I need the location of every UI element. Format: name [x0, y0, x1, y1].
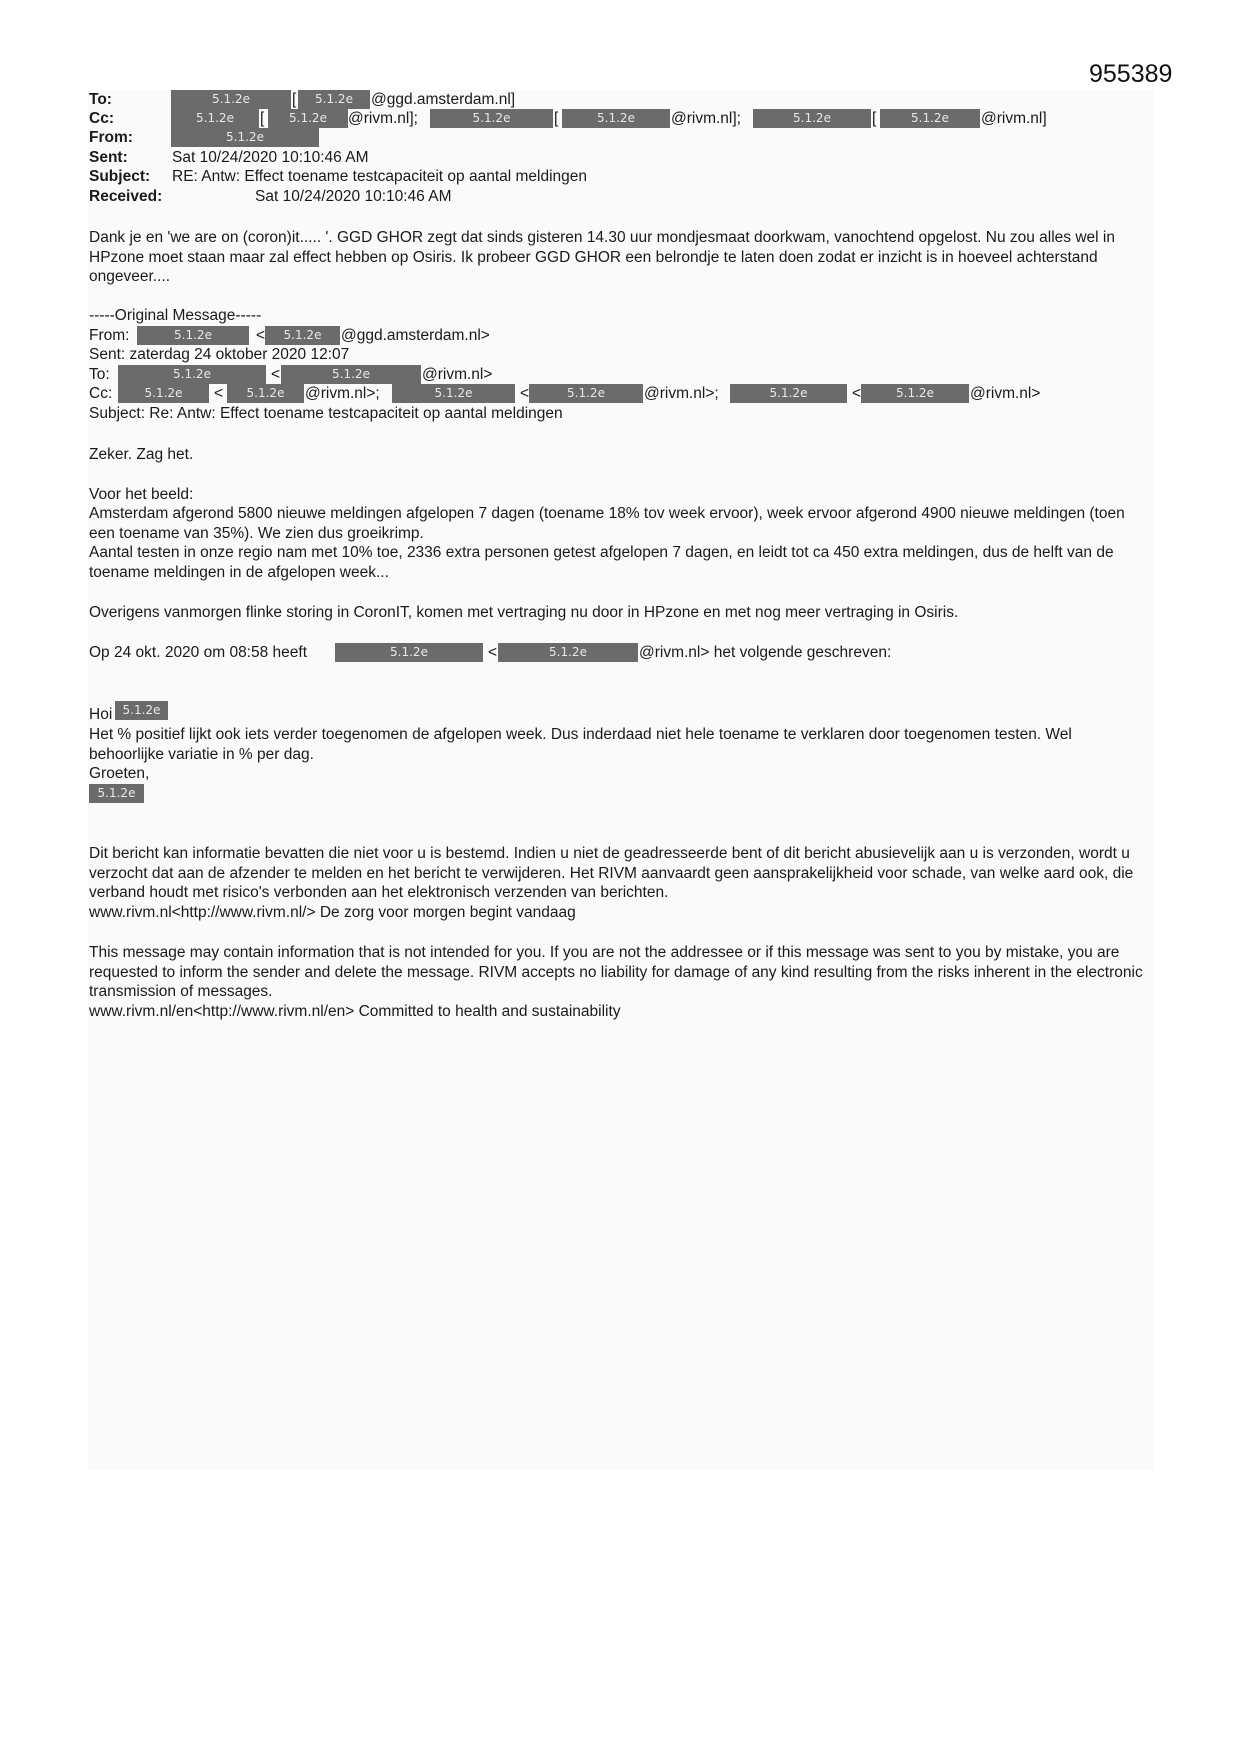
redaction-box: 5.1.2e — [118, 384, 209, 403]
reply-body: Dank je en 'we are on (coron)it..... '. GGD GHOR zegt dat sinds gisteren 14.30 uur mondjesmaat doorkwam, vanochtend opgelost. Nu zou alles wel in HPzone moet staan maar zal effect hebben op Osiris. Ik probeer GGD GHOR een belrondje te laten doen zodat er inzicht is in hoeveel achterstand ongeveer.... — [89, 229, 1115, 285]
sent-value: Sat 10/24/2020 10:10:46 AM — [172, 149, 369, 166]
original-to-lt: < — [271, 366, 281, 383]
redaction-box: 5.1.2e — [529, 384, 643, 403]
to-domain: @ggd.amsterdam.nl] — [371, 91, 516, 108]
redaction-box: 5.1.2e — [392, 384, 515, 403]
redaction-box: 5.1.2e — [268, 109, 348, 128]
subject-value: RE: Antw: Effect toename testcapaciteit op aantal meldingen — [172, 168, 588, 185]
storing-paragraph: Overigens vanmorgen flinke storing in CoronIT, komen met vertraging nu door in HPzone en met nog meer vertraging in Osiris. — [89, 604, 959, 621]
original-cc-domain-1: @rivm.nl>; — [305, 385, 380, 402]
original-subject: Subject: Re: Antw: Effect toename testcapaciteit op aantal meldingen — [89, 405, 563, 422]
cc-bracket: [ — [872, 110, 877, 127]
document-number: 955389 — [1089, 60, 1173, 88]
received-label: Received: — [89, 188, 163, 205]
cc-domain-3: @rivm.nl] — [981, 110, 1047, 127]
cc-label: Cc: — [89, 110, 114, 127]
quoted-intro-a: Op 24 okt. 2020 om 08:58 heeft — [89, 644, 308, 661]
testen-paragraph: Aantal testen in onze regio nam met 10% toe, 2336 extra personen getest afgelopen 7 dagen, en leidt tot ca 450 extra meldingen, dus de helft van de toename meldingen in de afgelopen week... — [89, 544, 1114, 581]
cc-domain-2: @rivm.nl]; — [671, 110, 741, 127]
amsterdam-paragraph: Amsterdam afgerond 5800 nieuwe meldingen afgelopen 7 dagen (toename 18% tov week ervoor), week ervoor afgerond 4900 nieuwe meldingen (toen een toename van 35%). We zien dus groeikrimp. — [89, 505, 1125, 542]
original-from-lt: < — [256, 327, 266, 344]
quoted-intro-b: @rivm.nl> het volgende geschreven: — [639, 644, 892, 661]
cc-domain-1: @rivm.nl]; — [348, 110, 418, 127]
redaction-box: 5.1.2e — [171, 128, 319, 147]
original-to-label: To: — [89, 366, 110, 383]
redaction-box: 5.1.2e — [137, 326, 249, 345]
redaction-box: 5.1.2e — [118, 365, 266, 384]
hoi-line: Hoi — [89, 706, 113, 723]
original-cc-lt: < — [214, 385, 224, 402]
original-cc-label: Cc: — [89, 385, 113, 402]
redaction-box: 5.1.2e — [171, 90, 291, 109]
redaction-box: 5.1.2e — [171, 109, 259, 128]
original-cc-lt: < — [520, 385, 530, 402]
positief-paragraph: Het % positief lijkt ook iets verder toegenomen de afgelopen week. Dus inderdaad niet hele toename te verklaren door toegenomen testen. Wel behoorlijke variatie in % per dag. — [89, 726, 1072, 763]
redaction-box: 5.1.2e — [498, 643, 638, 662]
subject-label: Subject: — [89, 168, 151, 185]
redaction-box: 5.1.2e — [753, 109, 871, 128]
page-background — [88, 90, 1153, 1470]
voor-beeld-line: Voor het beeld: — [89, 486, 194, 503]
redaction-box: 5.1.2e — [861, 384, 969, 403]
sent-label: Sent: — [89, 149, 128, 166]
redaction-box: 5.1.2e — [89, 784, 144, 803]
redaction-box: 5.1.2e — [880, 109, 980, 128]
original-from-domain: @ggd.amsterdam.nl> — [341, 327, 490, 344]
redaction-box: 5.1.2e — [298, 90, 370, 109]
zeker-line: Zeker. Zag het. — [89, 446, 194, 463]
redaction-box: 5.1.2e — [430, 109, 553, 128]
original-cc-domain-2: @rivm.nl>; — [644, 385, 719, 402]
quoted-intro-lt: < — [488, 644, 498, 661]
redaction-box: 5.1.2e — [730, 384, 847, 403]
groeten-line: Groeten, — [89, 765, 150, 782]
disclaimer-en-link[interactable]: www.rivm.nl/en<http://www.rivm.nl/en> Committed to health and sustainability — [89, 1003, 621, 1020]
redaction-box: 5.1.2e — [562, 109, 670, 128]
original-to-domain: @rivm.nl> — [422, 366, 493, 383]
redaction-box: 5.1.2e — [115, 701, 168, 720]
original-message-marker: -----Original Message----- — [89, 307, 262, 324]
original-sent: Sent: zaterdag 24 oktober 2020 12:07 — [89, 346, 350, 363]
original-from-label: From: — [89, 327, 130, 344]
cc-bracket: [ — [554, 110, 559, 127]
redaction-box: 5.1.2e — [335, 643, 483, 662]
redaction-box: 5.1.2e — [265, 326, 340, 345]
disclaimer-nl-link[interactable]: www.rivm.nl<http://www.rivm.nl/> De zorg voor morgen begint vandaag — [89, 904, 576, 921]
redaction-box: 5.1.2e — [227, 384, 304, 403]
cc-bracket: [ — [260, 110, 265, 127]
original-cc-domain-3: @rivm.nl> — [970, 385, 1041, 402]
to-bracket: [ — [292, 91, 297, 108]
received-value: Sat 10/24/2020 10:10:46 AM — [255, 188, 452, 205]
disclaimer-en: This message may contain information that is not intended for you. If you are not the addressee or if this message was sent to you by mistake, you are requested to inform the sender and delete the message. RIVM accepts no liability for damage of any kind resulting from the risks inherent in the electronic transmission of messages. — [89, 944, 1143, 1000]
disclaimer-nl: Dit bericht kan informatie bevatten die niet voor u is bestemd. Indien u niet de geadresseerde bent of dit bericht abusievelijk aan u is verzonden, wordt u verzocht dat aan de afzender te melden en het bericht te verwijderen. Het RIVM aanvaardt geen aansprakelijkheid voor schade, van welke aard ook, die verband houdt met risico's verbonden aan het elektronisch verzenden van berichten. — [89, 845, 1134, 901]
original-cc-lt: < — [852, 385, 862, 402]
redaction-box: 5.1.2e — [281, 365, 421, 384]
to-label: To: — [89, 91, 112, 108]
from-label: From: — [89, 129, 133, 146]
